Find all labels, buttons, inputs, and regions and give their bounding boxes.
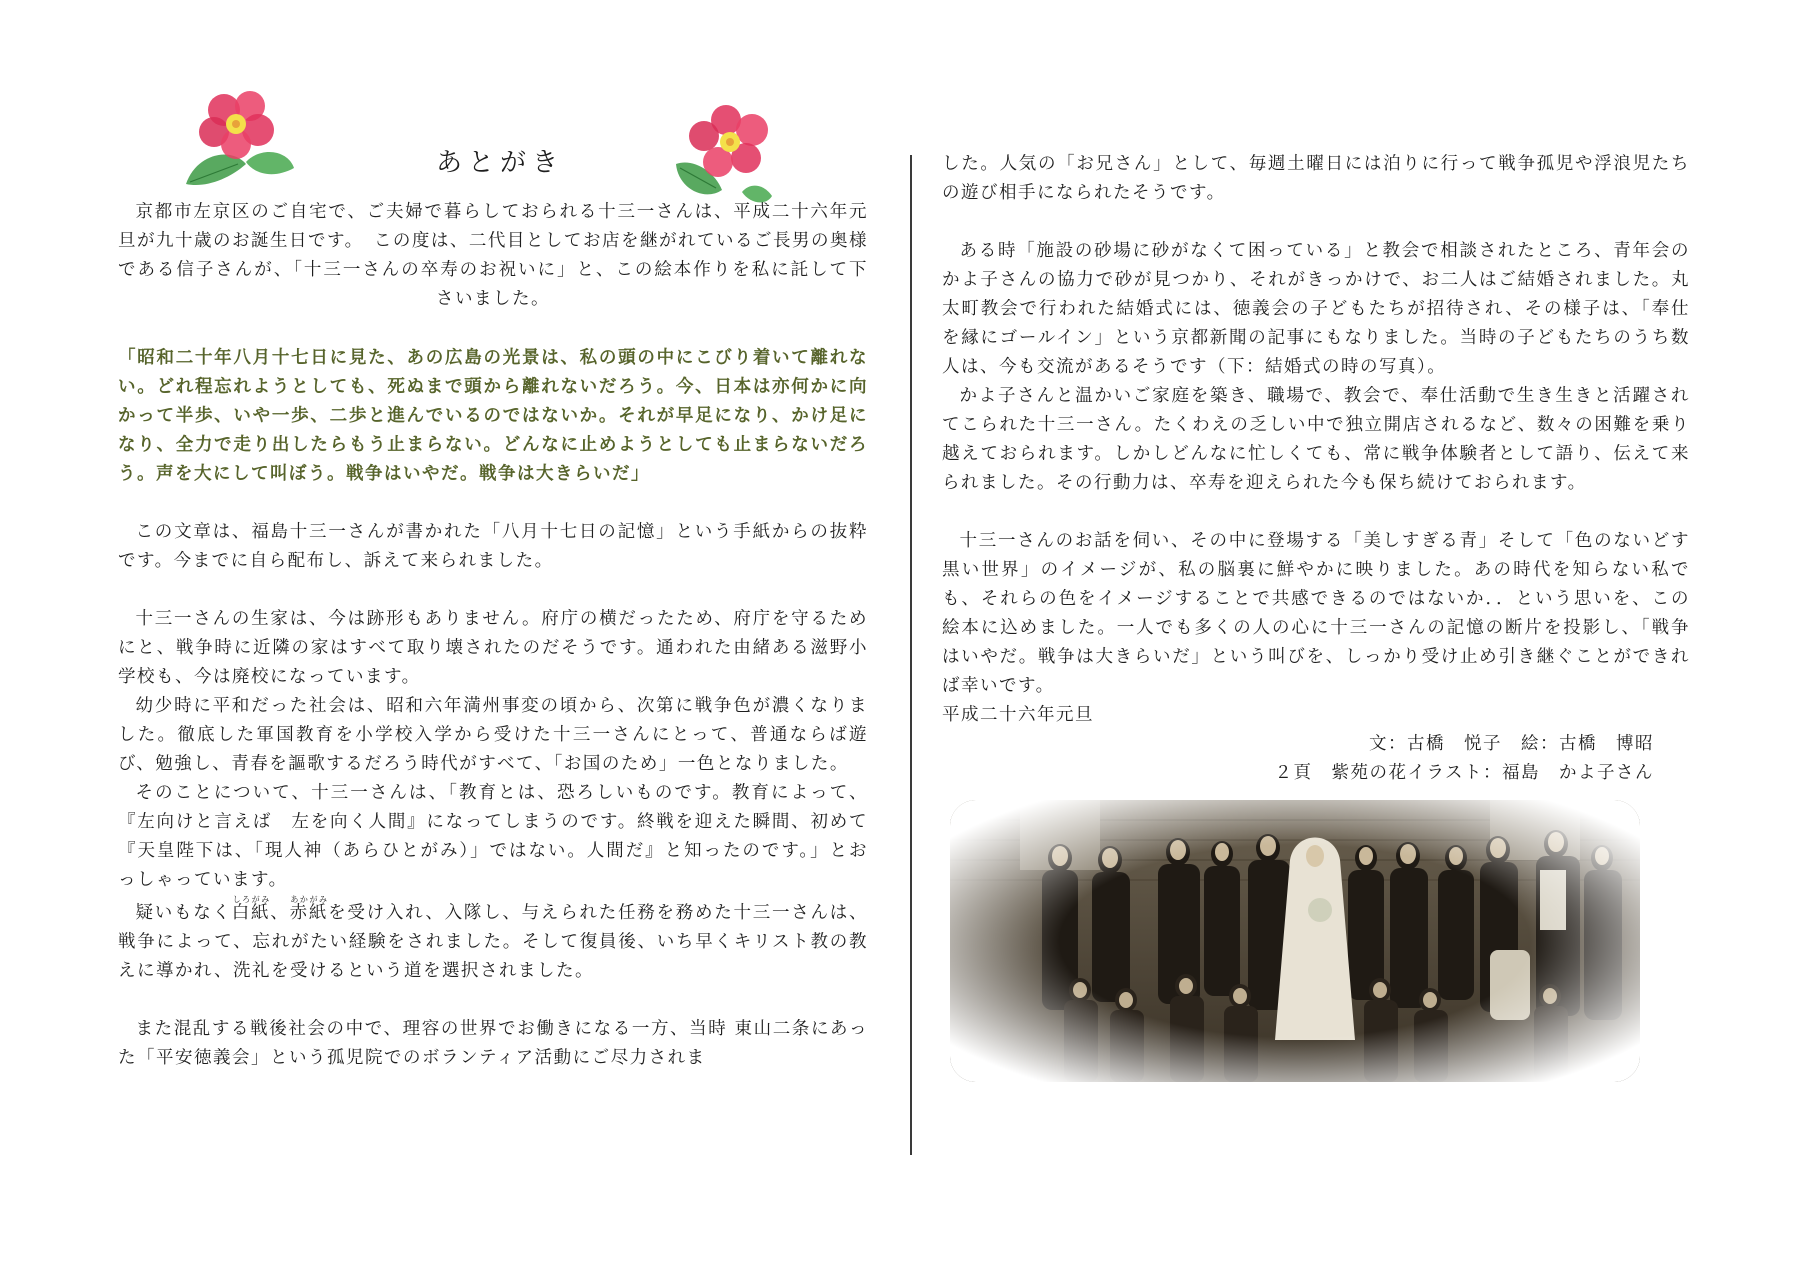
paragraph-intro: 京都市左京区のご自宅で、ご夫婦で暮らしておられる十三一さんは、平成二十六年元旦が九十歳のお誕生日です。 この度は、二代目としてお店を継がれているご長男の奥様である信子さんが、「十三一さんの卒寿のお祝いに」と、この絵本作りを私に託して下さいました。 xyxy=(118,202,868,309)
title-row xyxy=(118,80,868,190)
wedding-group-photo xyxy=(950,800,1640,1082)
camellia-flower-icon xyxy=(176,84,296,194)
paragraph-family: かよ子さんと温かいご家庭を築き、職場で、教会で、奉仕活動で生き生きと活躍されてこられた十三一さん。たくわえの乏しい中で独立開店されるなど、数々の困難を乗り越えておられます。しかしどんなに忙しくても、常に戦争体験者として語り、伝えて来られました。その行動力は、卒寿を迎えられた今も保ち続けておられます。 xyxy=(942,386,1690,493)
left-column xyxy=(118,80,868,1073)
baptism-text-after: を受け入れ、入隊し、与えられた任務を務めた十三一さんは、戦争によって、忘れがたい経験をされました。そして復員後、いち早くキリスト教の教えに導かれ、洗礼を受けるという道を選択されました。 xyxy=(118,903,869,981)
ruby-akagami: 赤紙あかがみ xyxy=(289,895,329,923)
paragraph-continued: した。人気の「お兄さん」として、毎週土曜日には泊りに行って戦争孤児や浮浪児たちの遊び相手になられたそうです。 xyxy=(942,154,1690,203)
credit-flower-illustration: ２頁 紫苑の花イラスト：福島 かよ子さん xyxy=(1274,763,1654,783)
right-column xyxy=(942,150,1690,1082)
paragraph-closing: 十三一さんのお話を伺い、その中に登場する「美しすぎる青」そして「色のないどす黒い世界」のイメージが、私の脳裏に鮮やかに映りました。あの時代を知らない私でも、それらの色をイメージすることで共感できるのではないか．．という思いを、この絵本に込めました。一人でも多くの人の心に十三一さんの記憶の断片を投影し、「戦争はいやだ。戦争は大きらいだ」という叫びを、しっかり受け止め引き継ぐことができれば幸いです。 xyxy=(942,531,1690,696)
date-line: 平成二十六年元旦 xyxy=(942,705,1094,725)
paragraph-excerpt-note: この文章は、福島十三一さんが書かれた「八月十七日の記憶」という手紙からの抜粋です。今までに自ら配布し、訴えて来られました。 xyxy=(118,522,868,571)
paragraph-sandbox: ある時「施設の砂場に砂がなくて困っている」と教会で相談されたところ、青年会の かよ子さんの協力で砂が見つかり、それがきっかけで、お二人はご結婚されました。丸太町教会で行われた結婚式には、徳義会の子どもたちが招待され、その様子は、「奉仕を縁にゴールイン」という京都新聞の記事にもなりました。当時の子どもたちのうち数人は、今も交流があるそうです（下：結婚式の時の写真）。 xyxy=(942,241,1690,377)
column-divider xyxy=(910,155,912,1155)
paragraph-childhood: 幼少時に平和だった社会は、昭和六年満州事変の頃から、次第に戦争色が濃くなりました。徹底した軍国教育を小学校入学から受けた十三一さんにとって、普通ならば遊び、勉強し、青春を謳歌するだろう時代がすべて、「お国のため」一色となりました。 xyxy=(118,696,868,774)
ruby-shirogami: 白紙しろがみ xyxy=(231,895,271,923)
baptism-text-before: 疑いもなく xyxy=(135,903,232,923)
paragraph-education: そのことについて、十三一さんは、「教育とは、恐ろしいものです。教育によって、『左向けと言えば 左を向く人間』になってしまうのです。終戦を迎えた瞬間、初めて『天皇陛下は、「現人神（あらひとがみ）」ではない。人間だ』と知ったのです。」とおっしゃっています。 xyxy=(118,783,868,890)
quote-letter-excerpt: 「昭和二十年八月十七日に見た、あの広島の光景は、私の頭の中にこびり着いて離れない。どれ程忘れようとしても、死ぬまで頭から離れないだろう。今、日本は亦何かに向かって半歩、いや一歩、二歩と進んでいるのではないか。それが早足になり、かけ足になり、全力で走り出したらもう止まらない。どんなに止めようとしても止まらないだろう。声を大にして叫ぼう。戦争はいやだ。戦争は大きらいだ」 xyxy=(118,348,868,484)
camellia-flower-icon xyxy=(670,100,790,210)
paragraph-birthplace: 十三一さんの生家は、今は跡形もありません。府庁の横だったため、府庁を守るためにと、戦争時に近隣の家はすべて取り壊されたのだそうです。通われた由緒ある滋野小学校も、今は廃校になっています。 xyxy=(118,609,868,687)
paragraph-postwar: また混乱する戦後社会の中で、理容の世界でお働きになる一方、当時 東山二条にあった「平安徳義会」という孤児院でのボランティア活動にご尽力されま xyxy=(118,1019,868,1068)
wedding-photo-image xyxy=(950,800,1640,1082)
paragraph-baptism xyxy=(118,895,868,986)
credit-author-illustrator: 文：古橋 悦子 絵：古橋 博昭 xyxy=(1369,734,1654,754)
baptism-text-mid: 、 xyxy=(270,903,290,923)
page-title: あとがき xyxy=(436,148,565,178)
